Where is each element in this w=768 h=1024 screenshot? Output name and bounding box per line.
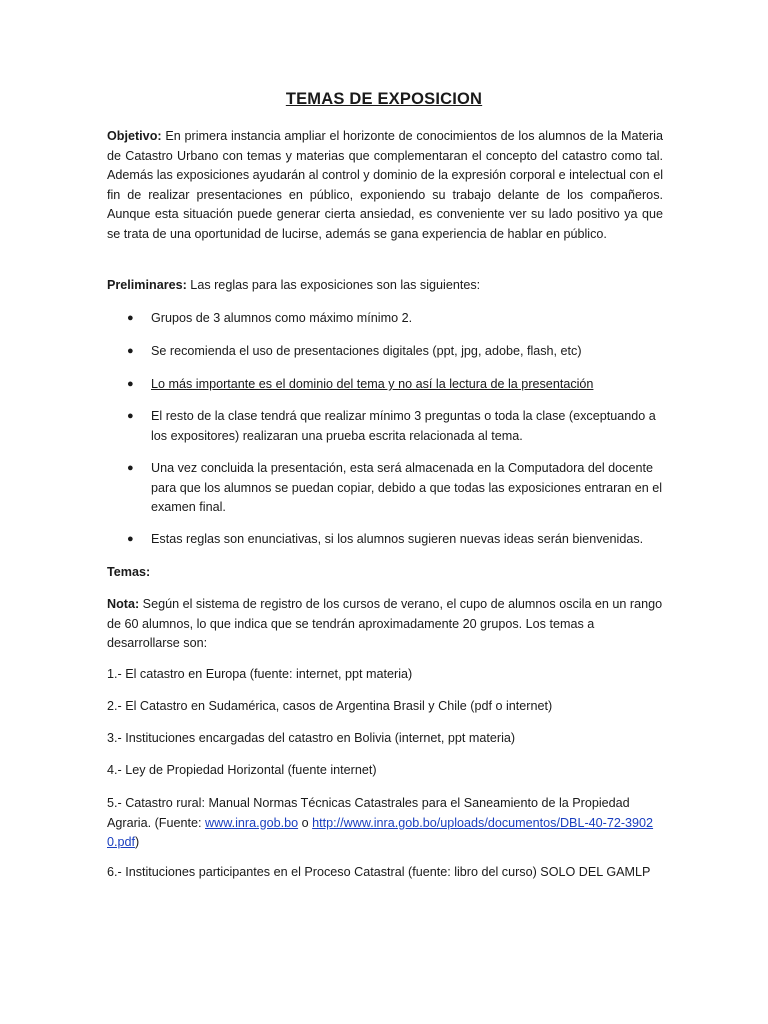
nota-label: Nota:	[107, 597, 140, 611]
rule-text: El resto de la clase tendrá que realizar mínimo 3 preguntas o toda la clase (exceptuando a los expositores) realizaran una prueba escrita relacionada al tema.	[151, 409, 656, 443]
rule-text: Estas reglas son enunciativas, si los alumnos sugieren nuevas ideas serán bienvenidas.	[151, 532, 644, 546]
topic-item-6: 6.- Instituciones participantes en el Proceso Catastral (fuente: libro del curso) SOLO DEL GAMLP	[107, 865, 651, 879]
bullet-icon: ●	[127, 462, 134, 474]
inra-document-link[interactable]: http://www.inra.gob.bo/uploads/documentos/DBL-40-72-39020.pdf	[107, 815, 654, 849]
bullet-icon: ●	[127, 533, 134, 545]
temas-label: Temas:	[107, 565, 151, 579]
bullet-icon: ●	[127, 345, 134, 357]
bullet-icon: ●	[127, 378, 134, 390]
topic5-prefix: 5.- Catastro rural: Manual Normas Técnicas Catastrales para el Saneamiento de la Propiedad Agraria. (Fuente:	[107, 796, 630, 830]
topic5-middle: o	[298, 815, 313, 830]
rule-text: Lo más importante es el dominio del tema y no así la lectura de la presentación	[151, 377, 594, 391]
document-title: TEMAS DE EXPOSICION	[285, 90, 483, 108]
preliminares-paragraph	[107, 276, 663, 296]
rule-text: Se recomienda el uso de presentaciones digitales (ppt, jpg, adobe, flash, etc)	[151, 344, 582, 358]
nota-paragraph	[107, 595, 663, 654]
bullet-icon: ●	[127, 410, 134, 422]
preliminares-text: Las reglas para las exposiciones son las siguientes:	[186, 278, 481, 292]
objetivo-label: Objetivo:	[107, 129, 162, 143]
bullet-icon: ●	[127, 312, 134, 324]
inra-link[interactable]: www.inra.gob.bo	[205, 815, 299, 830]
topic-item-5	[107, 794, 663, 853]
rule-text: Una vez concluida la presentación, esta será almacenada en la Computadora del docente para que los alumnos se puedan copiar, debido a que todas las exposiciones entraran en el examen final.	[151, 461, 663, 514]
nota-text: Según el sistema de registro de los cursos de verano, el cupo de alumnos oscila en un rango de 60 alumnos, lo que indica que se tendrán aproximadamente 20 grupos. Los temas a desarrollarse son:	[107, 597, 663, 650]
topic-item-4: 4.- Ley de Propiedad Horizontal (fuente internet)	[107, 763, 377, 777]
preliminares-label: Preliminares:	[107, 278, 187, 292]
objetivo-paragraph	[107, 127, 663, 244]
topic5-suffix: )	[135, 835, 140, 849]
objetivo-text: En primera instancia ampliar el horizonte de conocimientos de los alumnos de la Materia de Catastro Urbano con temas y materias que complementaran el concepto del catastro como tal. Además las exposiciones ayudarán al control y dominio de la expresión corporal e intelectual con el fin de realizar presentaciones en público, exponiendo su trabajo delante de los compañeros. Aunque esta situación puede generar cierta ansiedad, es conveniente ver su lado positivo ya que se trata de una oportunidad de lucirse, además se gana experiencia de hablar en público.	[107, 129, 663, 241]
temas-heading	[107, 563, 663, 583]
topic-item-2: 2.- El Catastro en Sudamérica, casos de Argentina Brasil y Chile (pdf o internet)	[107, 699, 553, 713]
rule-text: Grupos de 3 alumnos como máximo mínimo 2.	[151, 311, 413, 325]
topic-item-1: 1.- El catastro en Europa (fuente: internet, ppt materia)	[107, 667, 413, 681]
topic-item-3: 3.- Instituciones encargadas del catastro en Bolivia (internet, ppt materia)	[107, 731, 516, 745]
